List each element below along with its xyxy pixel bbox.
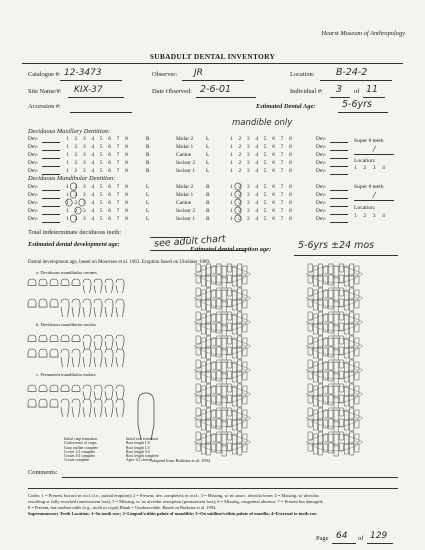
- stage-digits-right: 1 2 3 4 5 6 7 8: [230, 168, 294, 174]
- legend-entry: Crown 1/2 complete: [64, 449, 96, 454]
- eruption-diagram: [194, 432, 251, 456]
- individual-value[interactable]: 3: [336, 84, 343, 95]
- page-total[interactable]: 129: [370, 531, 388, 541]
- tooth-drawing: [39, 399, 47, 407]
- legend-entry: Initial root formation: [126, 437, 159, 441]
- tooth-drawing: [61, 299, 69, 317]
- dev-label: Dev:: [28, 168, 39, 174]
- est-age-label: Estimated Dental Age:: [256, 103, 316, 110]
- eruption-diagram: [194, 312, 251, 336]
- ref-section-c: c. Permanent mandibular molars: [36, 372, 96, 377]
- side-left: R: [146, 152, 150, 158]
- erupt-age-label: Estimated dental eruption age:: [190, 246, 272, 253]
- tooth-drawing: [50, 335, 58, 341]
- tooth-drawing: [72, 385, 80, 391]
- tooth-drawing: [105, 349, 113, 367]
- stage-digits-left: 1 2 3 4 5 6 7 8: [66, 192, 130, 198]
- dev-blank-line[interactable]: [42, 190, 60, 191]
- dev-label: Dev:: [316, 144, 327, 150]
- tooth-name: Molar 2: [176, 136, 194, 142]
- stage-digits-right: 1 2 3 4 5 6 7 8: [230, 144, 294, 150]
- tooth-drawing: [83, 385, 91, 399]
- dev-label: Dev:: [316, 208, 327, 214]
- dev-blank-line[interactable]: [42, 206, 60, 207]
- dev-label: Dev:: [316, 192, 327, 198]
- legend-entry: Root length 1/2: [126, 445, 150, 450]
- catalogue-value[interactable]: 12-3473: [64, 68, 102, 78]
- dev-label: Dev:: [316, 216, 327, 222]
- tooth-drawing: [28, 385, 36, 391]
- tooth-name: Molar 1: [176, 144, 194, 150]
- tooth-drawing: [116, 399, 124, 417]
- stage-digits-right: 1 2 3 4 5 6 7 8: [230, 160, 294, 166]
- dev-label: Dev:: [316, 184, 327, 190]
- dev-blank-line[interactable]: [330, 198, 348, 199]
- tooth-name: Incisor 2: [176, 160, 196, 166]
- dev-blank-line[interactable]: [330, 174, 348, 175]
- erupt-age-value[interactable]: 5-6yrs ±24 mos: [298, 240, 375, 251]
- dev-label: Dev:: [316, 168, 327, 174]
- tooth-drawing: [94, 299, 102, 317]
- eruption-diagram: [306, 264, 363, 288]
- legend-entry: Cusp outline complete: [64, 445, 99, 450]
- eruption-diagram: [194, 288, 251, 312]
- museum-name: Hearst Museum of Anthropology: [321, 30, 405, 37]
- stage-digits-left: 1 2 3 4 5 6 7 8: [66, 152, 130, 158]
- dev-blank-line[interactable]: [42, 158, 60, 159]
- stage-digits-right: 1 2 3 4 5 6 7 8: [230, 216, 294, 222]
- stage-digits-left: 1 2 3 4 5 6 7 8: [66, 208, 130, 214]
- dev-age-label: Estimated dental development age:: [28, 241, 120, 248]
- side-left: R: [146, 136, 150, 142]
- max-loc-label: Location:: [354, 158, 376, 164]
- tooth-drawing: [116, 299, 124, 317]
- stage-digits-right: 1 2 3 4 5 6 7 8: [230, 136, 294, 142]
- tooth-drawing: [39, 335, 47, 341]
- dev-label: Dev:: [28, 144, 39, 150]
- codes-line-3: 8 = Present, but unobservable (e.g., tooth in crypt) Blank = Unobservable. Based on Buikstra et al. 1994.: [28, 505, 217, 510]
- tooth-drawing: [50, 299, 58, 307]
- tooth-drawing: [94, 349, 102, 367]
- legend-entry: Initial cusp formation: [64, 437, 97, 441]
- tooth-drawing: [105, 385, 113, 399]
- tooth-drawing: [61, 335, 69, 341]
- eruption-diagram: [306, 384, 363, 408]
- man-super-label: Super # teeth: [354, 184, 384, 190]
- title-rule: [22, 63, 403, 64]
- dev-blank-line[interactable]: [330, 142, 348, 143]
- tooth-drawing: [83, 349, 91, 367]
- comments-label: Comments:: [28, 469, 58, 476]
- eruption-diagram: [194, 336, 251, 360]
- tooth-drawing: [50, 385, 58, 391]
- catalogue-label: Catalogue #:: [28, 71, 61, 78]
- legend-entry: Crown 3/4 complete: [64, 454, 96, 459]
- location-label: Location:: [290, 71, 315, 78]
- dev-label: Dev:: [28, 192, 39, 198]
- eruption-diagram: [306, 336, 363, 360]
- side-left: R: [146, 160, 150, 166]
- dev-label: Dev:: [316, 200, 327, 206]
- individual-of: of: [354, 88, 360, 95]
- tooth-drawing: [105, 399, 113, 417]
- tooth-drawing: [61, 399, 69, 417]
- dev-blank-line[interactable]: [330, 158, 348, 159]
- codes-text-1: Codes: 1 = Present, but not in occl. (i.e., partial eruption); 2 = Present, dev. completed, in occl.; 3 = Missing, w/ no assoc. alveolar bone; 4 = Missing, w/ alveolus: [28, 493, 319, 498]
- tooth-drawing: [61, 385, 69, 391]
- tooth-name: Incisor 1: [176, 216, 196, 222]
- tooth-name: Incisor 1: [176, 168, 196, 174]
- tooth-drawing: [116, 385, 124, 399]
- side-left: L: [146, 192, 150, 198]
- tooth-drawing: [83, 279, 91, 293]
- tooth-drawing: [116, 279, 124, 293]
- tooth-drawing: [94, 335, 102, 349]
- stage-digits-left: 1 2 3 4 5 6 7 8: [66, 216, 130, 222]
- page-of: of: [358, 535, 364, 542]
- side-right: L: [206, 160, 210, 166]
- dev-blank-line[interactable]: [330, 206, 348, 207]
- tooth-drawing: [28, 279, 36, 285]
- tooth-drawing: [28, 349, 36, 357]
- form-title: SUBADULT DENTAL INVENTORY: [149, 52, 276, 61]
- tooth-name: Canine: [176, 152, 192, 158]
- dev-label: Dev:: [28, 200, 39, 206]
- tooth-drawing: [50, 399, 58, 407]
- legend-entry: Root length complete: [126, 454, 159, 459]
- tooth-drawing: [116, 349, 124, 367]
- eruption-diagram: [306, 312, 363, 336]
- stage-digits-right: 1 2 3 4 5 6 7 8: [230, 208, 294, 214]
- side-left: R: [146, 168, 150, 174]
- individual-total[interactable]: 11: [366, 84, 379, 95]
- eruption-diagram: [306, 288, 363, 312]
- legend-entry: Crown complete: [64, 458, 90, 463]
- dev-label: Dev:: [28, 216, 39, 222]
- dev-blank-line[interactable]: [330, 190, 348, 191]
- mandibular-title: Deciduous Mandibular Dentition:: [28, 175, 116, 182]
- tooth-drawing: [105, 279, 113, 293]
- dev-label: Dev:: [28, 208, 39, 214]
- date-value[interactable]: 2-6-01: [200, 84, 232, 95]
- side-right: L: [206, 136, 210, 142]
- legend-entry: Root length 1/4: [126, 441, 150, 446]
- tooth-drawing: [94, 385, 102, 399]
- site-label: Site Name/#:: [28, 88, 62, 95]
- dev-blank-line[interactable]: [42, 166, 60, 167]
- dev-label: Dev:: [316, 160, 327, 166]
- stage-digits-left: 1 2 3 4 5 6 7 8: [66, 200, 130, 206]
- tooth-drawing: [39, 299, 47, 307]
- stage-digits-left: 1 2 3 4 5 6 7 8: [66, 168, 130, 174]
- side-right: R: [206, 184, 210, 190]
- ref-section-b: b. Deciduous mandibular molars: [36, 322, 96, 327]
- tooth-name: Canine: [176, 200, 192, 206]
- tooth-drawing: [50, 349, 58, 357]
- stage-digits-left: 1 2 3 4 5 6 7 8: [66, 136, 130, 142]
- man-super-value[interactable]: /: [373, 191, 376, 199]
- dev-label: Dev:: [316, 136, 327, 142]
- tooth-drawing: [105, 299, 113, 317]
- side-right: R: [206, 208, 210, 214]
- eruption-diagram: [306, 360, 363, 384]
- man-loc-digits: 1 2 3 4: [354, 213, 388, 219]
- tooth-drawing: [83, 299, 91, 317]
- eruption-diagram: [194, 264, 251, 288]
- side-left: L: [146, 216, 150, 222]
- est-age-value[interactable]: 5-6yrs: [342, 99, 372, 110]
- dev-blank-line[interactable]: [330, 214, 348, 215]
- eruption-sequence-diagrams: [190, 262, 415, 462]
- codes-line-4: Supernumerary Teeth Location: 1=In tooth row; 2=Lingual/within palate of mandible; 3=On midline/within palate of maxilla; 4=External to tooth row: [28, 511, 318, 516]
- side-left: L: [146, 208, 150, 214]
- tooth-drawing: [83, 335, 91, 349]
- tooth-drawing: [83, 399, 91, 417]
- dev-age-value[interactable]: see adult chart: [153, 233, 226, 250]
- tooth-drawing: [105, 335, 113, 349]
- tooth-drawing: [28, 399, 36, 407]
- eruption-diagram: [306, 432, 363, 456]
- tooth-drawing: [28, 299, 36, 307]
- tooth-drawing: [72, 335, 80, 341]
- max-super-label: Super # teeth: [354, 138, 384, 144]
- tooth-name: Incisor 2: [176, 208, 196, 214]
- dev-blank-line[interactable]: [42, 142, 60, 143]
- side-left: L: [146, 184, 150, 190]
- tooth-drawing: [72, 349, 80, 367]
- tooth-drawing: [39, 385, 47, 391]
- dev-blank-line[interactable]: [42, 198, 60, 199]
- tooth-name: Molar 1: [176, 192, 194, 198]
- dev-label: Dev:: [28, 184, 39, 190]
- reference-note: Adapted from Buikstra et al. 1994.: [150, 458, 212, 463]
- maxillary-title: Deciduous Maxillary Dentition:: [28, 128, 110, 135]
- reference-caption: Dental development age, based on Moorrees et al. 1963. Eruption based on Ubelaker 1989.: [28, 260, 211, 265]
- maxillary-note: mandible only: [232, 118, 293, 128]
- page-label: Page: [316, 535, 329, 542]
- dev-blank-line[interactable]: [330, 166, 348, 167]
- total-label: Total indeterminate deciduous teeth:: [28, 229, 122, 236]
- dev-label: Dev:: [28, 152, 39, 158]
- individual-label: Individual #:: [290, 88, 323, 95]
- accession-label: Accession #:: [28, 103, 61, 110]
- side-right: R: [206, 216, 210, 222]
- dev-blank-line[interactable]: [42, 150, 60, 151]
- side-left: L: [146, 200, 150, 206]
- tooth-drawing: [138, 393, 154, 440]
- eruption-diagram: [194, 360, 251, 384]
- dev-label: Dev:: [316, 152, 327, 158]
- side-right: R: [206, 200, 210, 206]
- dev-label: Dev:: [28, 160, 39, 166]
- observer-label: Observer:: [152, 71, 178, 78]
- dev-blank-line[interactable]: [330, 222, 348, 223]
- side-right: L: [206, 144, 210, 150]
- max-loc-digits: 1 2 3 4: [354, 165, 388, 171]
- stage-digits-right: 1 2 3 4 5 6 7 8: [230, 184, 294, 190]
- dev-label: Dev:: [28, 136, 39, 142]
- dev-blank-line[interactable]: [42, 222, 60, 223]
- stage-digits-left: 1 2 3 4 5 6 7 8: [66, 160, 130, 166]
- tooth-drawing: [94, 279, 102, 293]
- tooth-drawing: [72, 279, 80, 285]
- legend-entry: Root length 3/4: [126, 449, 150, 454]
- dev-blank-line[interactable]: [42, 214, 60, 215]
- tooth-drawing: [39, 349, 47, 357]
- stage-digits-right: 1 2 3 4 5 6 7 8: [230, 152, 294, 158]
- side-right: R: [206, 192, 210, 198]
- observer-value[interactable]: JR: [194, 68, 203, 78]
- site-value[interactable]: KIX-37: [74, 85, 103, 95]
- tooth-drawing: [28, 335, 36, 341]
- tooth-drawing: [61, 349, 69, 367]
- tooth-name: Molar 2: [176, 184, 194, 190]
- tooth-drawing: [39, 279, 47, 285]
- stage-digits-right: 1 2 3 4 5 6 7 8: [230, 192, 294, 198]
- eruption-diagram: [306, 408, 363, 432]
- eruption-diagram: [194, 408, 251, 432]
- stage-digits-left: 1 2 3 4 5 6 7 8: [66, 184, 130, 190]
- eruption-diagram: [194, 384, 251, 408]
- tooth-drawing: [116, 335, 124, 349]
- man-loc-label: Location:: [354, 205, 376, 211]
- max-super-value[interactable]: /: [373, 145, 376, 153]
- side-left: R: [146, 144, 150, 150]
- side-right: L: [206, 152, 210, 158]
- location-value[interactable]: B-24-2: [336, 67, 368, 78]
- tooth-drawing: [72, 399, 80, 417]
- legend-entry: Coalescence of cusps: [64, 441, 97, 446]
- dev-blank-line[interactable]: [330, 150, 348, 151]
- codes-line-2: resorbing or fully resorbed (antemortem loss); 5 = Missing, w/ no alveolar resorption (postmortem loss); 6 = Missing, congenital absence; 7 = Present but damaged;: [28, 499, 324, 504]
- tooth-drawing: [61, 279, 69, 285]
- tooth-drawing: [94, 399, 102, 417]
- legend-entry: Apex 1/2 closed: [126, 458, 151, 463]
- date-label: Date Observed:: [152, 88, 192, 95]
- side-right: L: [206, 168, 210, 174]
- tooth-drawing: [50, 279, 58, 285]
- tooth-drawing: [72, 299, 80, 317]
- stage-digits-left: 1 2 3 4 5 6 7 8: [66, 144, 130, 150]
- ref-section-a: a. Deciduous mandibular canines: [36, 270, 97, 275]
- page-value[interactable]: 64: [336, 531, 348, 541]
- codes-line-1: [28, 493, 319, 498]
- stage-digits-right: 1 2 3 4 5 6 7 8: [230, 200, 294, 206]
